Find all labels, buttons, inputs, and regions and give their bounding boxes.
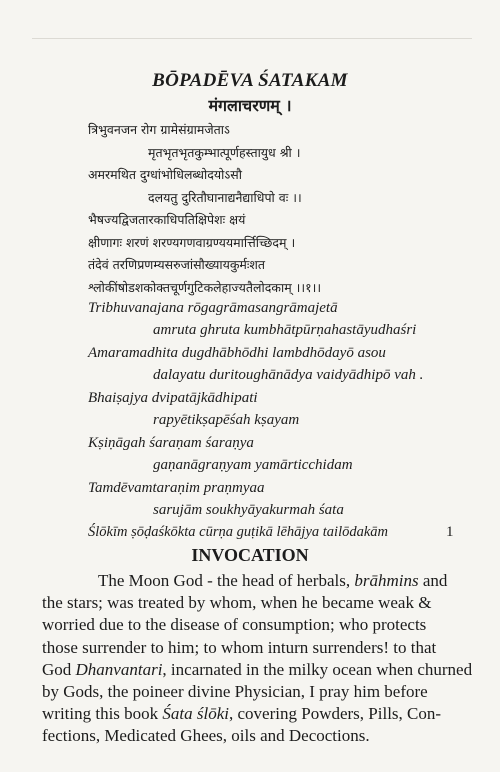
paragraph-line: God Dhanvantari, incarnated in the milky ocean when churned bbox=[42, 659, 473, 679]
dhanvantari-term: Dhanvantari bbox=[75, 659, 163, 679]
paragraph-line: fections, Medicated Ghees, oils and Decoctions. bbox=[42, 726, 370, 746]
transliteration-line: Kṣiṇāgah śaraṇam śaraṇya bbox=[88, 435, 254, 451]
transliteration-line: Amaramadhita dugdhābhōdhi lambdhōdayō asou bbox=[88, 345, 386, 361]
invocation-paragraph bbox=[42, 570, 473, 748]
paragraph-line: The Moon God - the head of herbals, brāhmins and bbox=[98, 571, 448, 590]
sanskrit-line: मृतभृतभृतकुम्भात्पूर्णहस्तायुध श्री । bbox=[148, 145, 301, 160]
sanskrit-line: तंदेवं तरणिप्रणम्यसरुजांसौख्यायकुर्मःशत bbox=[88, 257, 266, 272]
transliteration-line: amruta ghruta kumbhātpūrṇahastāyudhaśri bbox=[153, 322, 417, 338]
transliteration-line: sarujām soukhyāyakurmah śata bbox=[153, 502, 344, 518]
show-through-header bbox=[32, 20, 472, 39]
sanskrit-line: क्षीणागः शरणं शरण्यगणवाग्रण्ययमार्त्तिच्छिदम् । bbox=[88, 235, 296, 250]
sanskrit-line: भैषज्यद्विजतारकाधिपतिक्षिपेशः क्षयं bbox=[88, 212, 246, 227]
sanskrit-line: त्रिभुवनजन रोग ग्रामेसंग्रामजेताऽ bbox=[88, 122, 230, 137]
page-title: BŌPADĒVA ŚATAKAM bbox=[152, 70, 348, 91]
paragraph-line: by Gods, the poineer divine Physician, I pray him before bbox=[42, 682, 428, 702]
paragraph-line: those surrender to him; to whom inturn surrenders! to that bbox=[42, 637, 437, 657]
transliteration-line: Tribhuvanajana rōgagrāmasangrāmajetā bbox=[88, 300, 338, 316]
paragraph-line: worried due to the disease of consumption; who protects bbox=[42, 615, 427, 635]
paragraph-line: the stars; was treated by whom, when he became weak & bbox=[42, 593, 432, 613]
transliteration-line: Tamdēvamtaraṇim praṇmyaa bbox=[88, 480, 265, 496]
transliteration-line: Bhaiṣajya dvipatājkādhipati bbox=[88, 390, 258, 406]
transliteration-line: gaṇanāgraṇyam yamārticchidam bbox=[153, 457, 353, 473]
paragraph-line: writing this book Śata ślōki, covering Powders, Pills, Con- bbox=[42, 704, 442, 724]
sanskrit-line: श्लोकींषोडशकोक्तचूर्णगुटिकलेहाज्यतैलोदकाम् ।।१।। bbox=[88, 280, 322, 295]
sanskrit-line: अमरमथित दुग्धांभोधिलब्धोदयोऽसौ bbox=[88, 167, 242, 182]
book-title-term: Śata ślōki bbox=[162, 704, 230, 724]
transliteration-line: rapyētikṣapēśah kṣayam bbox=[153, 412, 300, 428]
verse-number: 1 bbox=[446, 524, 454, 540]
brahmins-term: brāhmins bbox=[354, 571, 419, 590]
section-heading: INVOCATION bbox=[191, 545, 309, 565]
page-subtitle: मंगलाचरणम् । bbox=[208, 96, 292, 115]
transliteration-line: dalayatu duritoughānādya vaidyādhipō vah . bbox=[153, 367, 424, 383]
sanskrit-line: दलयतु दुरितौघानाद्यनैद्याधिपो वः ।। bbox=[148, 190, 302, 205]
transliteration-line: Ślōkīm ṣōḍaśkōkta cūrṇa guṭikā lēhājya tailōdakām bbox=[88, 524, 389, 540]
